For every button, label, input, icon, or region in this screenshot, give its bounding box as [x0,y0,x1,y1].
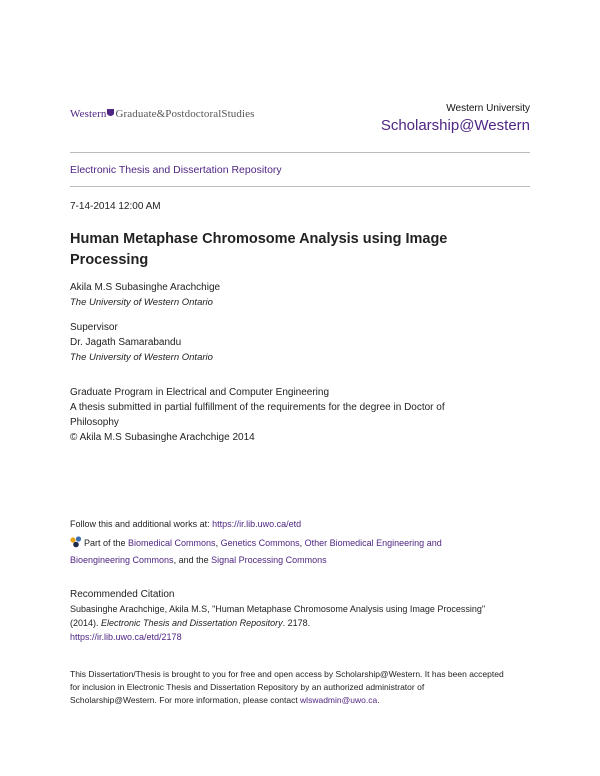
supervisor-label: Supervisor [70,322,118,333]
program-block [70,385,445,445]
citation-text: Subasinghe Arachchige, Akila M.S, "Human Metaphase Chromosome Analysis using Image Processing" [70,604,486,614]
copyright: © Akila M.S Subasinghe Arachchige 2014 [70,432,255,443]
notice-line-3: Scholarship@Western. For more information, please contact [70,695,301,705]
gps-wordmark: Graduate&PostdoctoralStudies [115,108,255,120]
signal-processing-commons-link[interactable]: Signal Processing Commons [211,555,327,565]
part-of-block [70,536,530,567]
scholarship-logo [381,103,530,134]
supervisor-name: Dr. Jagath Samarabandu [70,337,182,348]
follow-prefix: Follow this and additional works at: [70,519,213,529]
separator: , [299,538,305,548]
notice-end: . [377,695,380,705]
author-block [70,280,220,310]
follow-line [70,517,530,531]
notice-line-1: This Dissertation/Thesis is brought to you for free and open access by Scholarship@Western. It has been accepted [70,669,504,679]
citation-number: . 2178. [282,618,311,628]
repository-link[interactable]: Electronic Thesis and Dissertation Repository [70,164,282,176]
other-biomedical-engineering-link[interactable]: Other Biomedical Engineering and [304,538,442,548]
access-notice [70,668,530,707]
citation-block [70,588,530,644]
bioengineering-commons-link[interactable]: Bioengineering Commons [70,555,174,565]
repository-divider [70,186,530,187]
follow-url-link[interactable]: https://ir.lib.uwo.ca/etd [212,519,302,529]
citation-url-link[interactable]: https://ir.lib.uwo.ca/etd/2178 [70,632,182,642]
commons-network-icon [70,536,82,548]
thesis-title: Human Metaphase Chromosome Analysis using Image Processing [70,231,448,268]
author-name: Akila M.S Subasinghe Arachchige [70,282,221,293]
citation-journal: Electronic Thesis and Dissertation Repository [101,618,283,628]
western-crest-icon [107,109,114,118]
citation-year: (2014). [70,618,102,628]
contact-email-link[interactable]: wlswadmin@uwo.ca [300,695,378,705]
supervisor-affiliation: The University of Western Ontario [70,352,213,363]
part-of-prefix: Part of the [84,538,129,548]
separator: , and the [173,555,212,565]
biomedical-commons-link[interactable]: Biomedical Commons [128,538,216,548]
university-name: Western University [446,103,530,114]
supervisor-block [70,320,213,365]
program-name: Graduate Program in Electrical and Computer Engineering [70,387,330,398]
citation-heading: Recommended Citation [70,589,175,600]
genetics-commons-link[interactable]: Genetics Commons [220,538,300,548]
separator: , [215,538,221,548]
header-divider [70,152,530,153]
publication-date: 7-14-2014 12:00 AM [70,201,161,212]
western-wordmark: Western [70,108,107,120]
scholarship-link[interactable]: Scholarship@Western [380,117,530,134]
thesis-statement-cont: Philosophy [70,417,119,428]
gps-logo [70,108,255,120]
thesis-statement: A thesis submitted in partial fulfillment of the requirements for the degree in Doctor of [70,402,445,413]
notice-line-2: for inclusion in Electronic Thesis and Dissertation Repository by an authorized administrator of [70,682,425,692]
author-affiliation: The University of Western Ontario [70,297,213,308]
